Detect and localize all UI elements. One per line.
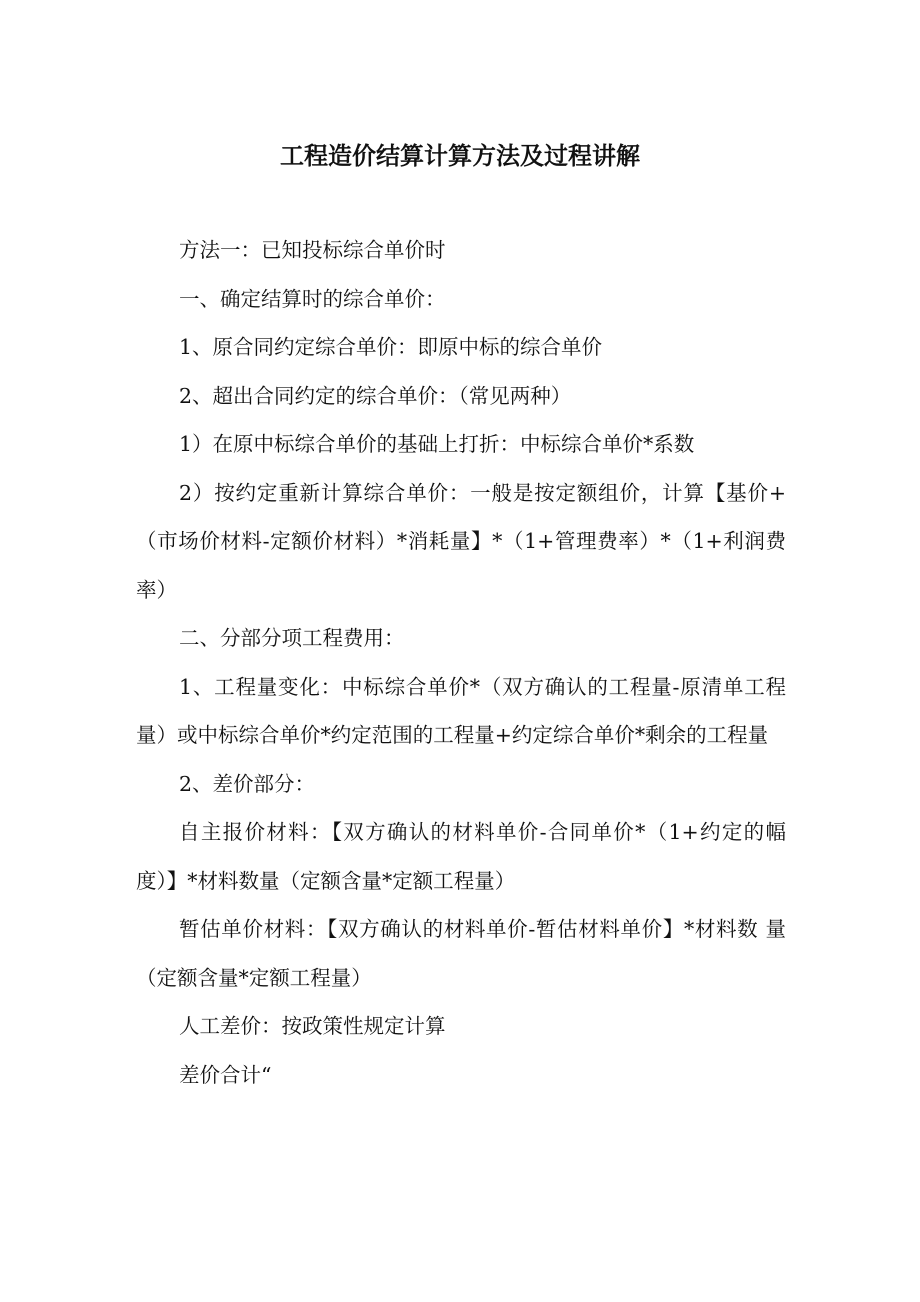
paragraph: 暂估单价材料：【双方确认的材料单价-暂估材料单价】*材料数 量（定额含量*定额工程量）: [136, 917, 786, 990]
paragraph: 方法一：已知投标综合单价时: [179, 238, 446, 262]
paragraph: 1）在原中标综合单价的基础上打折：中标综合单价*系数: [179, 432, 695, 456]
paragraph: 2）按约定重新计算综合单价：一般是按定额组价，计算【基价+（市场价材料-定额价材料）*消耗量】*（1+管理费率）*（1+利润费率）: [136, 480, 786, 602]
paragraph: 差价合计“: [179, 1062, 272, 1087]
paragraph: 二、分部分项工程费用：: [179, 626, 405, 650]
paragraph: 1、原合同约定综合单价：即原中标的综合单价: [179, 335, 603, 359]
document-body: [136, 226, 786, 1099]
paragraph: 一、确定结算时的综合单价：: [179, 286, 446, 311]
paragraph: 自主报价材料：【双方确认的材料单价-合同单价*（1+约定的幅 度）】*材料数量（定额含量*定额工程量）: [136, 820, 786, 893]
paragraph: 人工差价：按政策性规定计算: [179, 1014, 446, 1038]
paragraph: 2、差价部分：: [179, 771, 316, 796]
paragraph: 2、超出合同约定的综合单价：（常见两种）: [179, 383, 572, 408]
paragraph: 1、工程量变化：中标综合单价*（双方确认的工程量-原清单工程量）或中标综合单价*约定范围的工程量+约定综合单价*剩余的工程量: [136, 674, 786, 747]
document-title: 工程造价结算计算方法及过程讲解: [280, 141, 640, 170]
